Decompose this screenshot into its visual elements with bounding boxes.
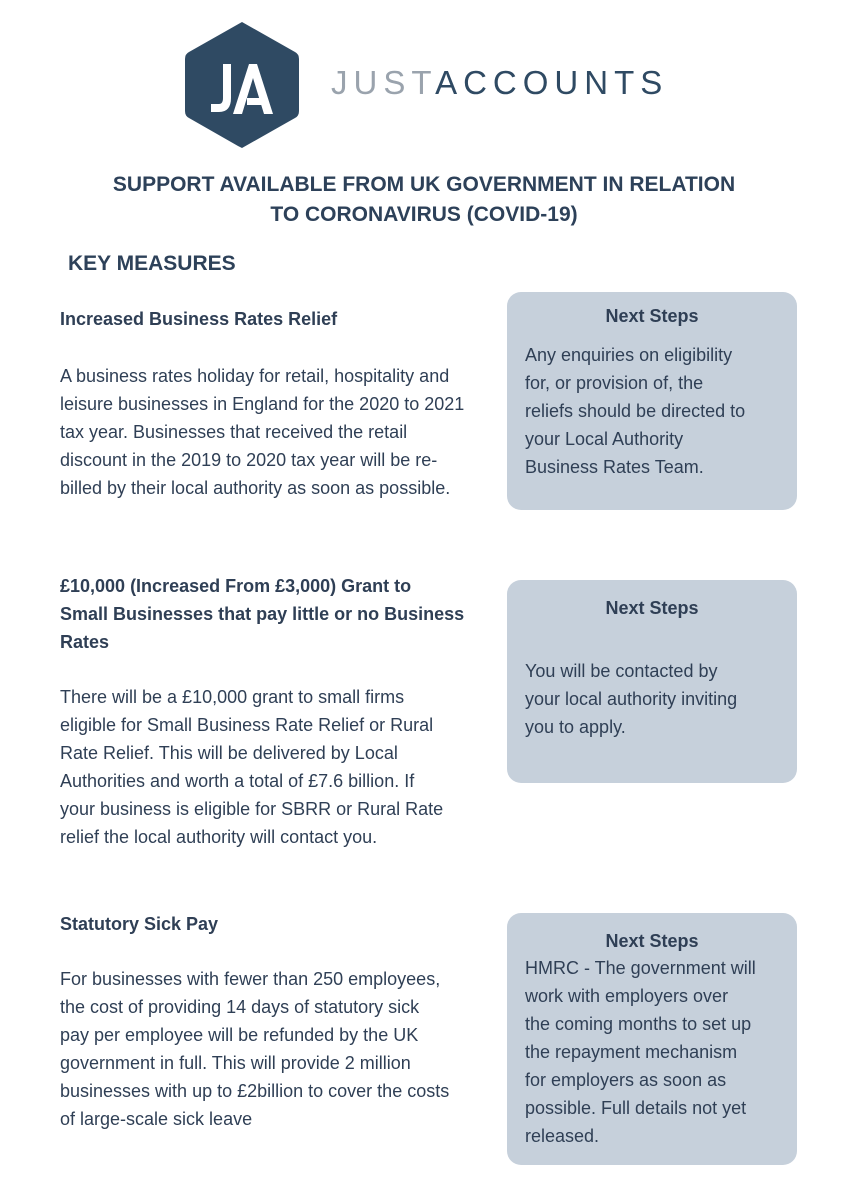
next-steps-card — [507, 913, 797, 1165]
measure-body-line: eligible for Small Business Rate Relief or Rural — [60, 715, 434, 735]
next-steps-line: possible. Full details not yet — [525, 1098, 747, 1118]
measure-title-line: £10,000 (Increased From £3,000) Grant to — [60, 576, 412, 596]
next-steps-line: your Local Authority — [525, 429, 684, 449]
next-steps-line: for employers as soon as — [525, 1070, 727, 1090]
next-steps-line: released. — [525, 1126, 600, 1146]
measure-body-line: pay per employee will be refunded by the UK — [60, 1025, 419, 1045]
measure-body-line: leisure businesses in England for the 2020 to 2021 — [60, 394, 465, 414]
measure-body — [60, 683, 500, 851]
next-steps-title: Next Steps — [605, 598, 699, 618]
next-steps-card — [507, 292, 797, 510]
page-title — [40, 170, 808, 230]
section-heading: KEY MEASURES — [68, 252, 236, 275]
next-steps-line: Business Rates Team. — [525, 457, 704, 477]
measure-body-line: billed by their local authority as soon as possible. — [60, 478, 451, 498]
measure-title-line: Small Businesses that pay little or no Business — [60, 604, 465, 624]
measure-body — [60, 362, 500, 502]
page-title-line: SUPPORT AVAILABLE FROM UK GOVERNMENT IN RELATION — [112, 173, 736, 196]
measure-body-line: discount in the 2019 to 2020 tax year will be re- — [60, 450, 438, 470]
measure-body-line: businesses with up to £2billion to cover the costs — [60, 1081, 450, 1101]
next-steps-line: the coming months to set up — [525, 1014, 752, 1034]
next-steps-line: you to apply. — [525, 717, 626, 737]
measure-title-line: Increased Business Rates Relief — [60, 309, 338, 329]
measure-title — [60, 305, 500, 333]
measure-body-line: Authorities and worth a total of £7.6 billion. If — [60, 771, 415, 791]
measure-body-line: There will be a £10,000 grant to small firms — [60, 687, 405, 707]
measure-body-line: Rate Relief. This will be delivered by Local — [60, 743, 398, 763]
next-steps-line: reliefs should be directed to — [525, 401, 746, 421]
next-steps-line: Any enquiries on eligibility — [525, 345, 733, 365]
brand-wordmark-light: JUST — [331, 64, 436, 101]
next-steps-title: Next Steps — [605, 306, 699, 326]
next-steps-line: the repayment mechanism — [525, 1042, 738, 1062]
measure-body-line: your business is eligible for SBRR or Rural Rate — [60, 799, 444, 819]
brand-wordmark — [331, 64, 668, 102]
measure-body-line: tax year. Businesses that received the retail — [60, 422, 408, 442]
next-steps-card — [507, 580, 797, 783]
next-steps-line: your local authority inviting — [525, 689, 738, 709]
measure-body-line: A business rates holiday for retail, hospitality and — [60, 366, 450, 386]
next-steps-text — [525, 341, 779, 481]
next-steps-text — [525, 657, 779, 741]
brand-wordmark-dark: ACCOUNTS — [435, 64, 669, 101]
next-steps-title: Next Steps — [605, 931, 699, 951]
measure-body-line: of large-scale sick leave — [60, 1109, 253, 1129]
brand-logo — [183, 20, 673, 150]
measure-body — [60, 965, 500, 1133]
measure-title — [60, 910, 500, 938]
next-steps-line: for, or provision of, the — [525, 373, 704, 393]
next-steps-line: work with employers over — [525, 986, 729, 1006]
measure-title-line: Rates — [60, 632, 110, 652]
next-steps-text — [525, 954, 779, 1150]
measure-title-line: Statutory Sick Pay — [60, 914, 219, 934]
measure-body-line: For businesses with fewer than 250 employees, — [60, 969, 441, 989]
measure-title — [60, 572, 500, 656]
measure-body-line: government in full. This will provide 2 million — [60, 1053, 411, 1073]
measure-body-line: relief the local authority will contact you. — [60, 827, 378, 847]
ja-hexagon-logo-icon — [183, 20, 301, 150]
next-steps-line: HMRC - The government will — [525, 958, 756, 978]
page-title-line: TO CORONAVIRUS (COVID-19) — [270, 203, 578, 226]
next-steps-line: You will be contacted by — [525, 661, 718, 681]
measure-body-line: the cost of providing 14 days of statutory sick — [60, 997, 420, 1017]
